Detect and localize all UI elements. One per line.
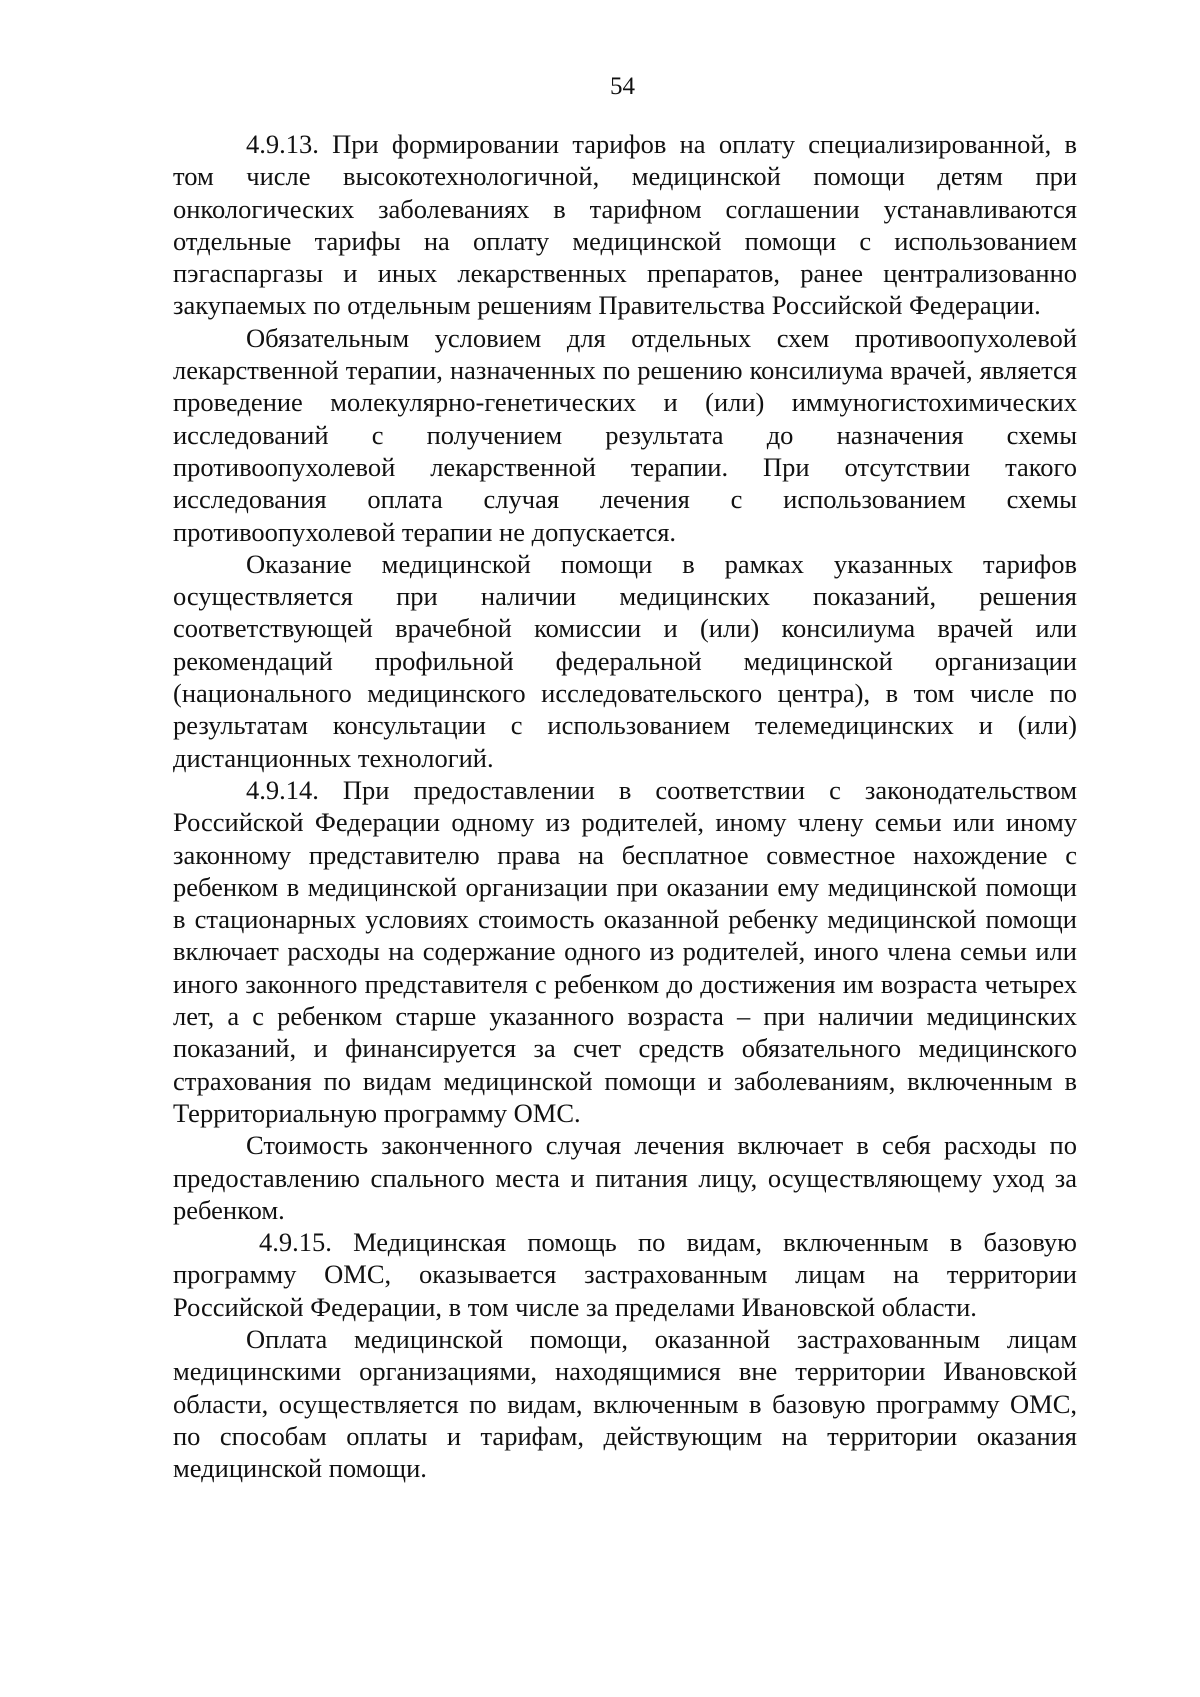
paragraph-treatment-cost: Стоимость законченного случая лечения включает в себя расходы по предоставлению спального места и питания лицу, осуществляющему уход за ребенком. [173,1130,1077,1225]
paragraph-4-9-15: 4.9.15. Медицинская помощь по видам, включенным в базовую программу ОМС, оказывается застрахованным лицам на территории Российской Федерации, в том числе за пределами Ивановской области. [173,1227,1077,1322]
paragraph-4-9-13: 4.9.13. При формировании тарифов на оплату специализированной, в том числе высокотехнологичной, медицинской помощи детям при онкологических заболеваниях в тарифном соглашении устанавливаются отдельные тарифы на оплату медицинской помощи с использованием пэгаспаргазы и иных лекарственных препаратов, ранее централизованно закупаемых по отдельным решениям Правительства Российской Федерации. [173,129,1077,321]
paragraph-4-9-14: 4.9.14. При предоставлении в соответствии с законодательством Российской Федерации одному из родителей, иному члену семьи или иному законному представителю права на бесплатное совместное нахождение с ребенком в медицинской организации при оказании ему медицинской помощи в стационарных условиях стоимость оказанной ребенку медицинской помощи включает расходы на содержание одного из родителей, иного члена семьи или иного законного представителя с ребенком до достижения им возраста четырех лет, а с ребенком старше указанного возраста – при наличии медицинских показаний, и финансируется за счет средств обязательного медицинского страхования по видам медицинской помощи и заболеваниям, включенным в Территориальную программу ОМС. [173,774,1077,1128]
paragraph-mandatory-condition: Обязательным условием для отдельных схем противоопухолевой лекарственной терапии, назначенных по решению консилиума врачей, является проведение молекулярно-генетических и (или) иммуногистохимических исследований с получением результата до назначения схемы противоопухолевой лекарственной терапии. При отсутствии такого исследования оплата случая лечения с использованием схемы противоопухолевой терапии не допускается. [173,322,1077,547]
page-number: 54 [610,73,635,100]
paragraph-payment-outside-region: Оплата медицинской помощи, оказанной застрахованным лицам медицинскими организациями, находящимися вне территории Ивановской области, осуществляется по видам, включенным в базовую программу ОМС, по способам оплаты и тарифам, действующим на территории оказания медицинской помощи. [173,1323,1077,1484]
document-body [173,128,1077,1484]
paragraph-care-provision: Оказание медицинской помощи в рамках указанных тарифов осуществляется при наличии медицинских показаний, решения соответствующей врачебной комиссии и (или) консилиума врачей или рекомендаций профильной федеральной медицинской организации (национального медицинского исследовательского центра), в том числе по результатам консультации с использованием телемедицинских и (или) дистанционных технологий. [173,548,1077,773]
